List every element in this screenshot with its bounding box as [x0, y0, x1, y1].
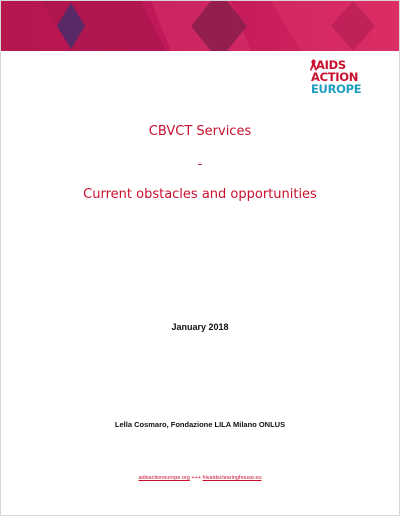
author-line: Lella Cosmaro, Fondazione LILA Milano ONLUS	[114, 420, 286, 429]
document-subtitle: Current obstacles and opportunities	[83, 187, 317, 202]
banner-graphic	[1, 1, 399, 51]
publication-date: January 2018	[171, 322, 229, 332]
ribbon-icon	[309, 59, 318, 71]
title-separator: -	[197, 157, 203, 172]
footer-links	[1, 475, 399, 481]
footer-link-aidsactioneurope[interactable]: aidsactioneurope.org	[138, 475, 190, 481]
footer-separator: +++	[189, 475, 203, 481]
document-title: CBVCT Services	[148, 124, 252, 139]
header-banner	[1, 1, 399, 51]
logo-line-3: EUROPE	[311, 82, 362, 96]
logo-line-2: ACTION	[311, 70, 359, 84]
logo-line-1: AIDS	[316, 58, 346, 72]
footer-link-clearinghouse[interactable]: hivaidsclearinghouse.eu	[202, 475, 262, 481]
aids-action-europe-logo	[311, 59, 365, 97]
